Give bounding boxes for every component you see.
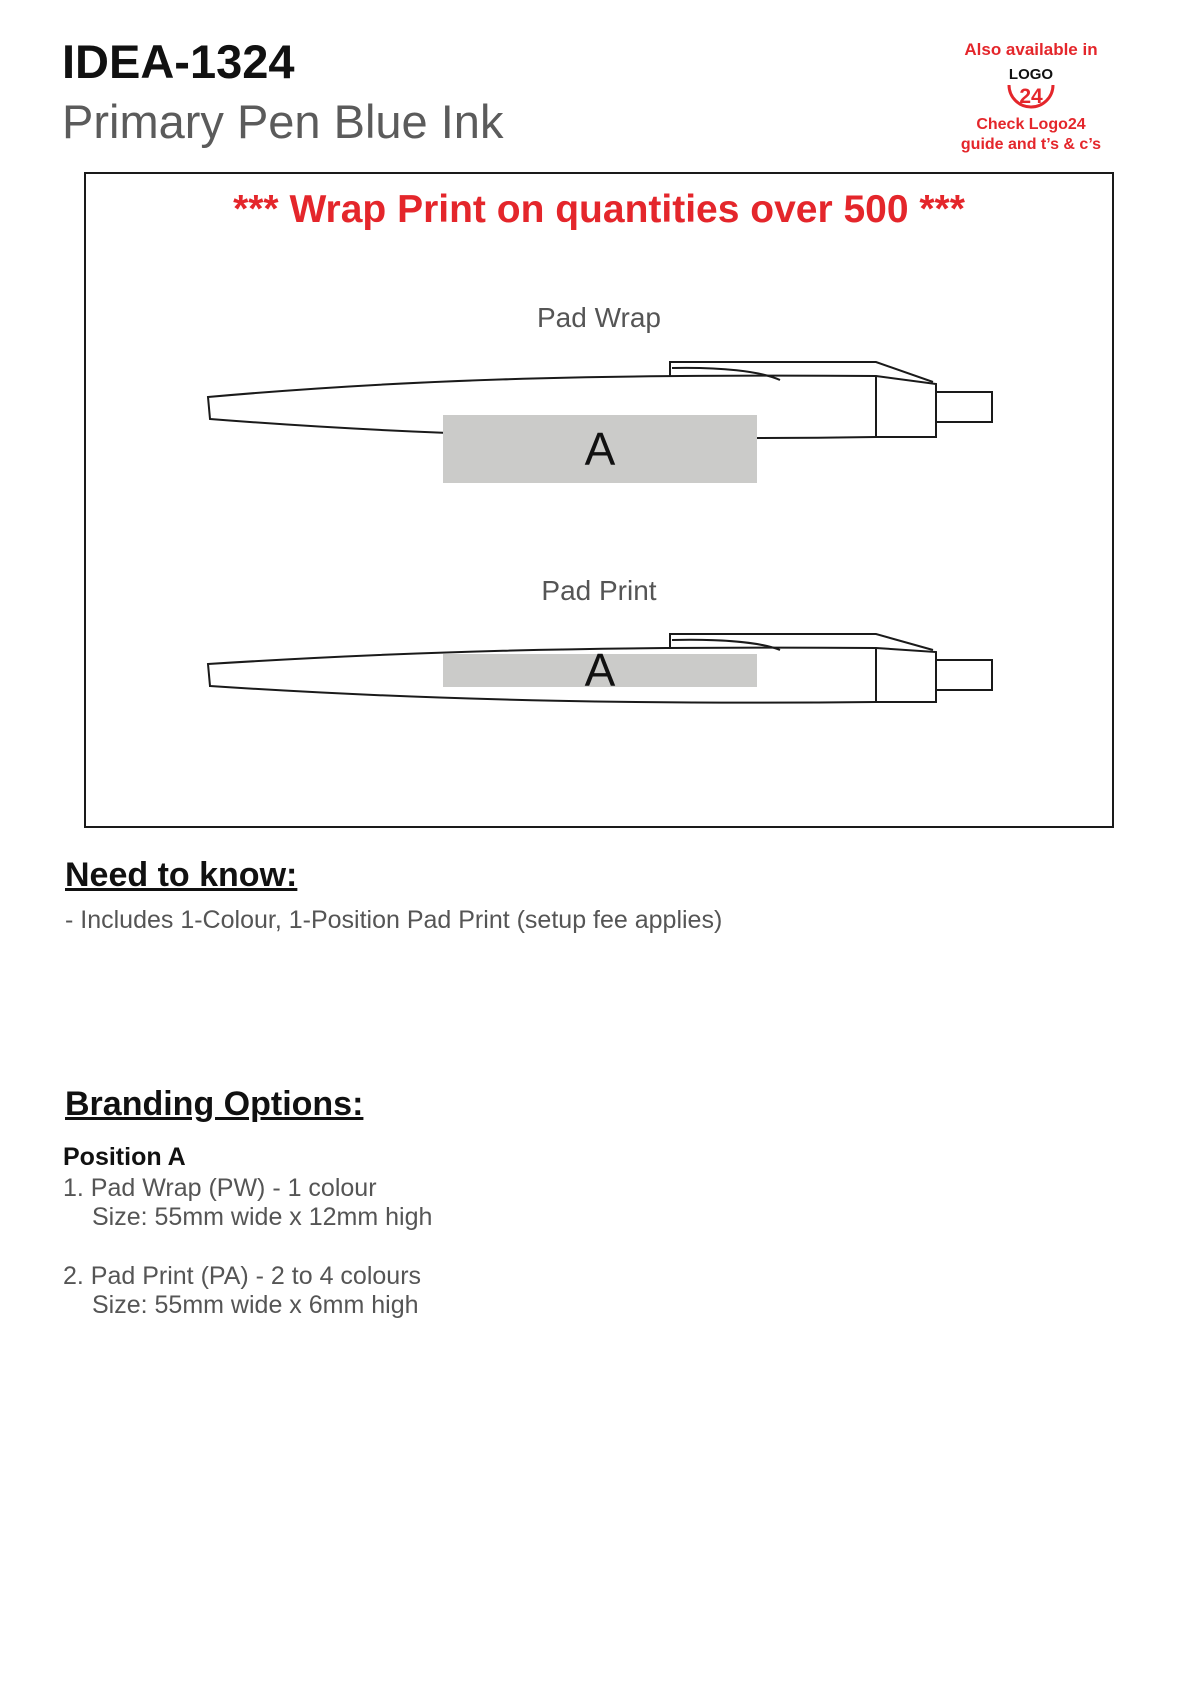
need-to-know-item: - Includes 1-Colour, 1-Position Pad Print (setup fee applies) [65,906,723,934]
product-name: Primary Pen Blue Ink [62,95,504,148]
pen-label-pad-wrap: Pad Wrap [537,302,661,333]
also-available-text: Also available in [964,40,1098,59]
check-logo24-line-2: guide and t’s & c’s [960,136,1102,153]
logo24-badge-number: 24 [1019,85,1043,108]
print-area-position-a-pad-print [443,644,757,696]
branding-options-heading: Branding Options: [65,1085,364,1123]
branding-option-title: 2. Pad Print (PA) - 2 to 4 colours [63,1262,422,1290]
print-area-label: A [584,644,616,696]
diagram-frame [84,172,1114,828]
branding-option-size: Size: 55mm wide x 12mm high [92,1203,433,1231]
logo24-badge-word: LOGO [1008,66,1054,83]
branding-option-title: 1. Pad Wrap (PW) - 1 colour [63,1174,377,1202]
position-a-heading: Position A [63,1143,186,1171]
print-area-label: A [584,423,616,475]
check-logo24-line-1: Check Logo24 [976,116,1086,133]
print-area-position-a [443,415,757,483]
need-to-know-heading: Need to know: [65,856,298,894]
wrap-print-banner: *** Wrap Print on quantities over 500 *** [233,188,965,231]
product-code: IDEA-1324 [62,35,295,88]
logo24-notice [946,40,1116,155]
branding-option-size: Size: 55mm wide x 6mm high [92,1291,419,1319]
pen-label-pad-print: Pad Print [541,575,657,606]
logo24-badge-icon [1001,63,1061,113]
